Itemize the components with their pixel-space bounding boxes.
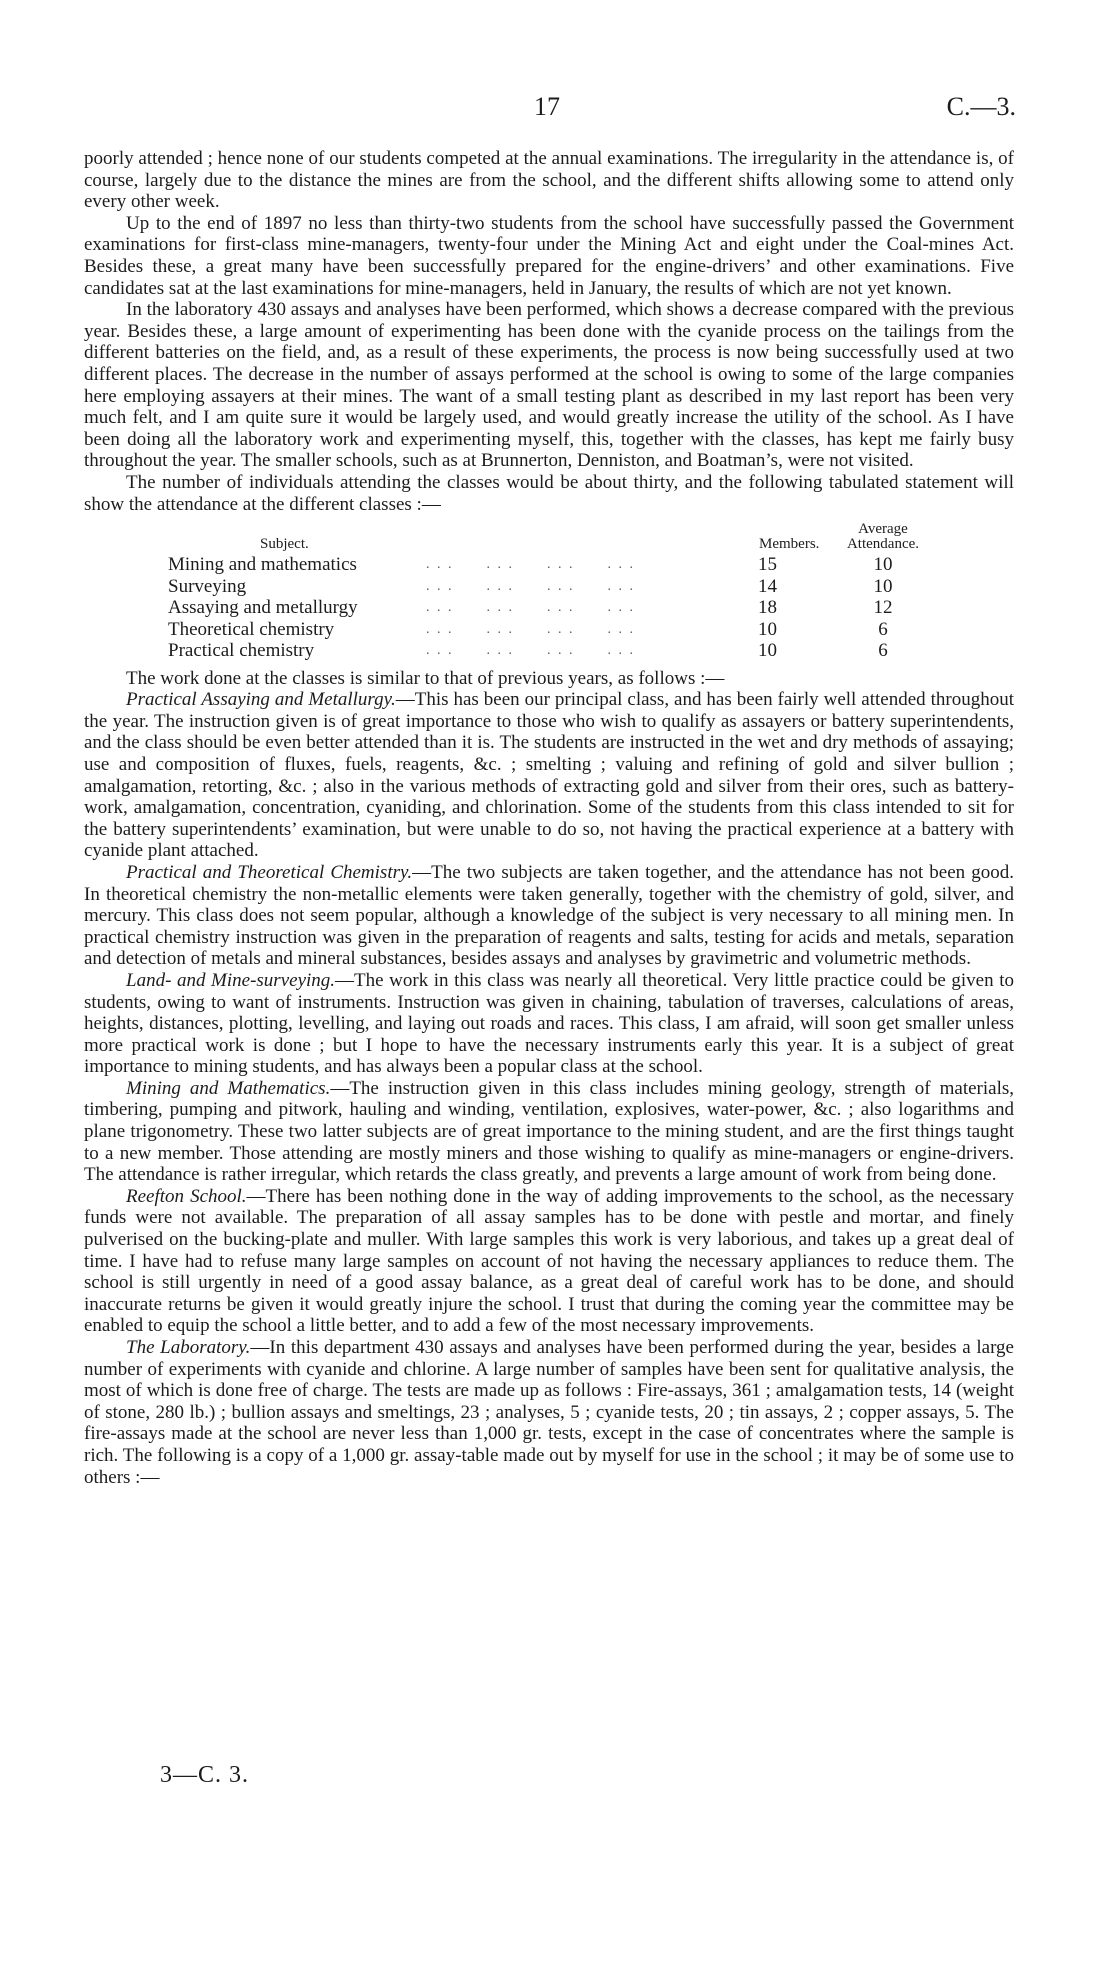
dot-leader: . . . . . . . . . . . . — [426, 578, 635, 594]
section-title-reefton: Reefton School. — [126, 1185, 247, 1207]
cell-members: 10 — [758, 618, 777, 640]
cell-average: 10 — [873, 554, 893, 576]
table-row — [168, 554, 938, 576]
section-title-mining: Mining and Mathematics. — [126, 1077, 331, 1099]
cell-average: 12 — [873, 597, 893, 619]
cell-members: 14 — [758, 575, 777, 597]
cell-average: 10 — [873, 575, 893, 597]
dot-leader: . . . . . . . . . . . . — [426, 643, 635, 659]
table-row — [168, 619, 938, 641]
cell-members: 18 — [758, 597, 777, 619]
section-text-surveying: —The work in this class was nearly all theoretical. Very little practice could be given to students, owing to want of instruments. Instruction was given in chaining, tabulation of traverses, calculations of areas, heights, distances, plotting, levelling, and laying out roads and races. This class, I am afraid, will soon get smaller unless more practical work is done ; but I hope to have the necessary instruments early this year. It is a subject of great importance to mining students, and has always been a popular class at the school. — [84, 969, 1014, 1078]
paragraph: Up to the end of 1897 no less than thirty-two students from the school have successfully passed the Government examinations for first-class mine-managers, twenty-four under the Mining Act and eight under the Coal-mines Act. Besides these, a great many have been successfully prepared for the engine-drivers’ and other examinations. Five candidates sat at the last examinations for mine-managers, held in January, the results of which are not yet known. — [84, 212, 1014, 299]
body-text — [84, 148, 1014, 1488]
cell-subject: Mining and mathematics — [168, 554, 357, 576]
cell-members: 10 — [758, 640, 777, 662]
section-title-surveying: Land- and Mine-surveying. — [126, 969, 336, 991]
cell-average: 6 — [878, 640, 888, 662]
section-title-chemistry: Practical and Theoretical Chemistry. — [126, 861, 413, 883]
section-text-chemistry: —The two subjects are taken together, and the attendance has not been good. In theoretical chemistry the non-metallic elements were taken generally, together with the chemistry of gold, silver, and mercury. This class does not seem popular, although a knowledge of the subject is very necessary to all mining men. In practical chemistry instruction was given in the preparation of reagents and salts, testing for acids and metals, separation and detection of metals and mineral substances, besides assays and analyses by gravimetric and volumetric methods. — [84, 861, 1014, 970]
table-header-row — [168, 521, 938, 554]
section-title-assaying: Practical Assaying and Metallurgy. — [126, 689, 396, 711]
column-header-members: Members. — [759, 536, 820, 553]
paragraph-mining — [84, 1078, 1014, 1186]
paragraph-surveying — [84, 970, 1014, 1078]
paragraph: The work done at the classes is similar to that of previous years, as follows :— — [126, 667, 725, 689]
section-title-laboratory: The Laboratory. — [126, 1337, 251, 1358]
table-row — [168, 576, 938, 598]
dot-leader: . . . . . . . . . . . . — [426, 621, 635, 637]
paragraph-laboratory — [84, 1337, 1014, 1488]
cell-subject: Assaying and metallurgy — [168, 597, 358, 619]
paragraph-assaying — [84, 689, 1014, 862]
cell-subject: Surveying — [168, 575, 247, 597]
document-reference: C.—3. — [946, 92, 1016, 121]
page-number: 17 — [534, 92, 560, 121]
table-row — [168, 597, 938, 619]
cell-members: 15 — [758, 554, 777, 576]
dot-leader: . . . . . . . . . . . . — [426, 557, 635, 573]
paragraph: The number of individuals attending the classes would be about thirty, and the following tabulated statement will show the attendance at the different classes :— — [84, 471, 1014, 515]
column-header-spacer — [426, 521, 758, 554]
cell-subject: Practical chemistry — [168, 640, 315, 662]
column-header-subject: Subject. — [260, 536, 309, 553]
dot-leader: . . . . . . . . . . . . — [426, 600, 635, 616]
paragraph-chemistry — [84, 862, 1014, 970]
table-row — [168, 640, 938, 662]
section-text-mining: —The instruction given in this class includes mining geology, strength of materials, timbering, pumping and pitwork, hauling and winding, ventilation, explosives, water-power, &c. ; also logarithms and plane trigonometry. These two latter subjects are of great importance to the mining student, and are the first things taught to a new member. Those attending are mostly miners and those wishing to qualify as mine-managers or engine-drivers. The attendance is rather irregular, which retards the class greatly, and prevents a large amount of work from being done. — [84, 1077, 1015, 1186]
signature-mark: 3—C. 3. — [160, 1762, 250, 1788]
paragraph: In the laboratory 430 assays and analyses have been performed, which shows a decrease compared with the previous year. Besides these, a large amount of experimenting has been done with the cyanide process on the tailings from the different batteries on the field, and, as a result of these experiments, the process is now being successfully used at two different places. The decrease in the number of assays performed at the school is owing to some of the large companies here employing assayers at their mines. The want of a small testing plant as described in my last report has been very much felt, and I am quite sure it would be largely used, and would greatly increase the utility of the school. As I have been doing all the laboratory work and experimenting myself, this, together with the classes, has kept me fairly busy throughout the year. The smaller schools, such as at Brunnerton, Denniston, and Boatman’s, were not visited. — [84, 299, 1014, 472]
column-header-average: Average Attendance. — [846, 521, 920, 553]
cell-subject: Theoretical chemistry — [168, 618, 335, 640]
section-text-assaying: —This has been our principal class, and has been fairly well attended throughout the year. The instruction given is of great importance to those who wish to qualify as assayers or battery superintendents, and the class should be even better attended than it is. The students are instructed in the wet and dry methods of assaying; use and composition of fluxes, fuels, reagents, &c. ; smelting ; valuing and refining of gold and silver bullion ; amalgamation, retorting, &c. ; also in the various methods of extracting gold and silver from their ores, such as battery-work, amalgamation, concentration, cyaniding, and chlorination. Some of the students from this class intended to sit for the battery superintendents’ examination, but were unable to do so, not having the practical experience at a battery with cyanide plant attached. — [84, 689, 1014, 862]
page-header — [0, 92, 1114, 132]
cell-average: 6 — [878, 618, 888, 640]
section-text-reefton: —There has been nothing done in the way of adding improvements to the school, as the necessary funds were not available. The preparation of all assay samples has to be done with pestle and mortar, and finely pulverised on the bucking-plate and muller. With large samples this work is very laborious, and takes up a great deal of time. I have had to refuse many large samples on account of not having the necessary appliances to reduce them. The school is still urgently in need of a good assay balance, as a great deal of careful work has to be done, and should inaccurate returns be given it would greatly injure the school. I trust that during the coming year the committee may be enabled to equip the school a little better, and to add a few of the most necessary improvements. — [84, 1185, 1014, 1337]
paragraph: poorly attended ; hence none of our students competed at the annual examinations. The irregularity in the attendance is, of course, largely due to the distance the mines are from the school, and the different shifts allowing some to attend only every other week. — [84, 148, 1014, 213]
attendance-table — [168, 521, 938, 662]
section-text-laboratory: —In this department 430 assays and analyses have been performed during the year, besides a large number of experiments with cyanide and chlorine. A large number of samples have been sent for qualitative analysis, the most of which is done free of charge. The tests are made up as follows : Fire-assays, 361 ; amalgamation tests, 14 (weight of stone, 280 lb.) ; bullion assays and smeltings, 23 ; analyses, 5 ; cyanide tests, 20 ; tin assays, 2 ; copper assays, 5. The fire-assays made at the school are never less than 1,000 gr. tests, except in the case of concentrates where the sample is rich. The following is a copy of a 1,000 gr. assay-table made out by myself for use in the school ; it may be of some use to others :— — [84, 1337, 1014, 1488]
paragraph-reefton — [84, 1186, 1014, 1337]
